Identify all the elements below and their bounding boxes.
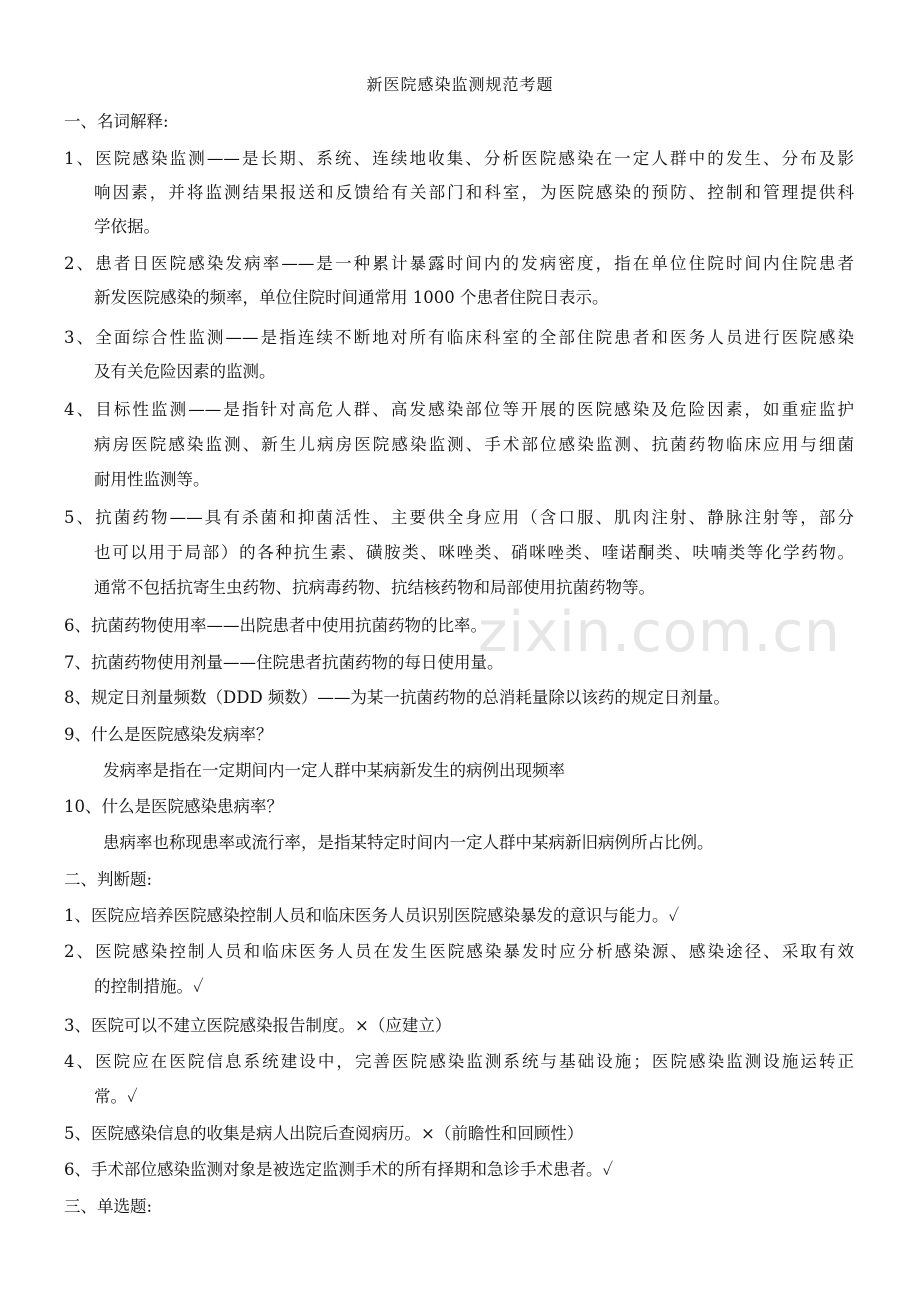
judgement-3: 3、医院可以不建立医院感染报告制度。×（应建立） bbox=[64, 1016, 452, 1035]
judgement-2-line-1: 2、医院感染控制人员和临床医务人员在发生医院感染暴发时应分析感染源、感染途径、采取有效 bbox=[64, 942, 854, 961]
definition-5-line-1: 5、抗菌药物——具有杀菌和抑菌活性、主要供全身应用（含口服、肌肉注射、静脉注射等，部分 bbox=[64, 508, 854, 527]
definition-1-line-2: 响因素，并将监测结果报送和反馈给有关部门和科室，为医院感染的预防、控制和管理提供科 bbox=[94, 183, 854, 202]
definition-6: 6、抗菌药物使用率——出院患者中使用抗菌药物的比率。 bbox=[64, 616, 487, 635]
judgement-2-line-2: 的控制措施。✓ bbox=[94, 977, 204, 996]
definition-8: 8、规定日剂量频数（DDD 频数）——为某一抗菌药物的总消耗量除以该药的规定日剂量。 bbox=[64, 688, 730, 707]
definition-3-line-1: 3、全面综合性监测——是指连续不断地对所有临床科室的全部住院患者和医务人员进行医院感染 bbox=[64, 328, 854, 347]
definition-2-line-2: 新发医院感染的频率，单位住院时间通常用 1000 个患者住院日表示。 bbox=[94, 288, 609, 307]
definition-1-line-1: 1、医院感染监测——是长期、系统、连续地收集、分析医院感染在一定人群中的发生、分布及影 bbox=[64, 149, 854, 168]
definition-4-line-3: 耐用性监测等。 bbox=[94, 470, 210, 489]
question-10: 10、什么是医院感染患病率？ bbox=[64, 797, 283, 816]
section-heading-single-choice: 三、单选题: bbox=[64, 1197, 153, 1216]
definition-4-line-2: 病房医院感染监测、新生儿病房医院感染监测、手术部位感染监测、抗菌药物临床应用与细菌 bbox=[94, 435, 854, 454]
answer-10: 患病率也称现患率或流行率，是指某特定时间内一定人群中某病新旧病例所占比例。 bbox=[103, 833, 714, 852]
judgement-5: 5、医院感染信息的收集是病人出院后查阅病历。×（前瞻性和回顾性） bbox=[64, 1124, 584, 1143]
section-heading-definitions: 一、名词解释: bbox=[64, 112, 169, 131]
judgement-4-line-2: 常。✓ bbox=[94, 1087, 138, 1106]
watermark: zixin.com.cn bbox=[478, 600, 841, 665]
section-heading-true-false: 二、判断题: bbox=[64, 870, 153, 889]
judgement-1: 1、医院应培养医院感染控制人员和临床医务人员识别医院感染暴发的意识与能力。✓ bbox=[64, 906, 680, 925]
document-title: 新医院感染监测规范考题 bbox=[366, 75, 554, 94]
definition-1-line-3: 学依据。 bbox=[94, 217, 160, 236]
definition-5-line-2: 也可以用于局部）的各种抗生素、磺胺类、咪唑类、硝咪唑类、喹诺酮类、呋喃类等化学药物。 bbox=[94, 543, 854, 562]
answer-9: 发病率是指在一定期间内一定人群中某病新发生的病例出现频率 bbox=[103, 761, 565, 780]
definition-4-line-1: 4、目标性监测——是指针对高危人群、高发感染部位等开展的医院感染及危险因素，如重症监护 bbox=[64, 400, 854, 419]
judgement-4-line-1: 4、医院应在医院信息系统建设中，完善医院感染监测系统与基础设施；医院感染监测设施运转正 bbox=[64, 1052, 854, 1071]
definition-5-line-3: 通常不包括抗寄生虫药物、抗病毒药物、抗结核药物和局部使用抗菌药物等。 bbox=[94, 578, 655, 597]
question-9: 9、什么是医院感染发病率？ bbox=[64, 725, 273, 744]
definition-3-line-2: 及有关危险因素的监测。 bbox=[94, 362, 276, 381]
judgement-6: 6、手术部位感染监测对象是被选定监测手术的所有择期和急诊手术患者。✓ bbox=[64, 1160, 614, 1179]
definition-2-line-1: 2、患者日医院感染发病率——是一种累计暴露时间内的发病密度，指在单位住院时间内住院患者 bbox=[64, 254, 854, 273]
definition-7: 7、抗菌药物使用剂量——住院患者抗菌药物的每日使用量。 bbox=[64, 653, 504, 672]
